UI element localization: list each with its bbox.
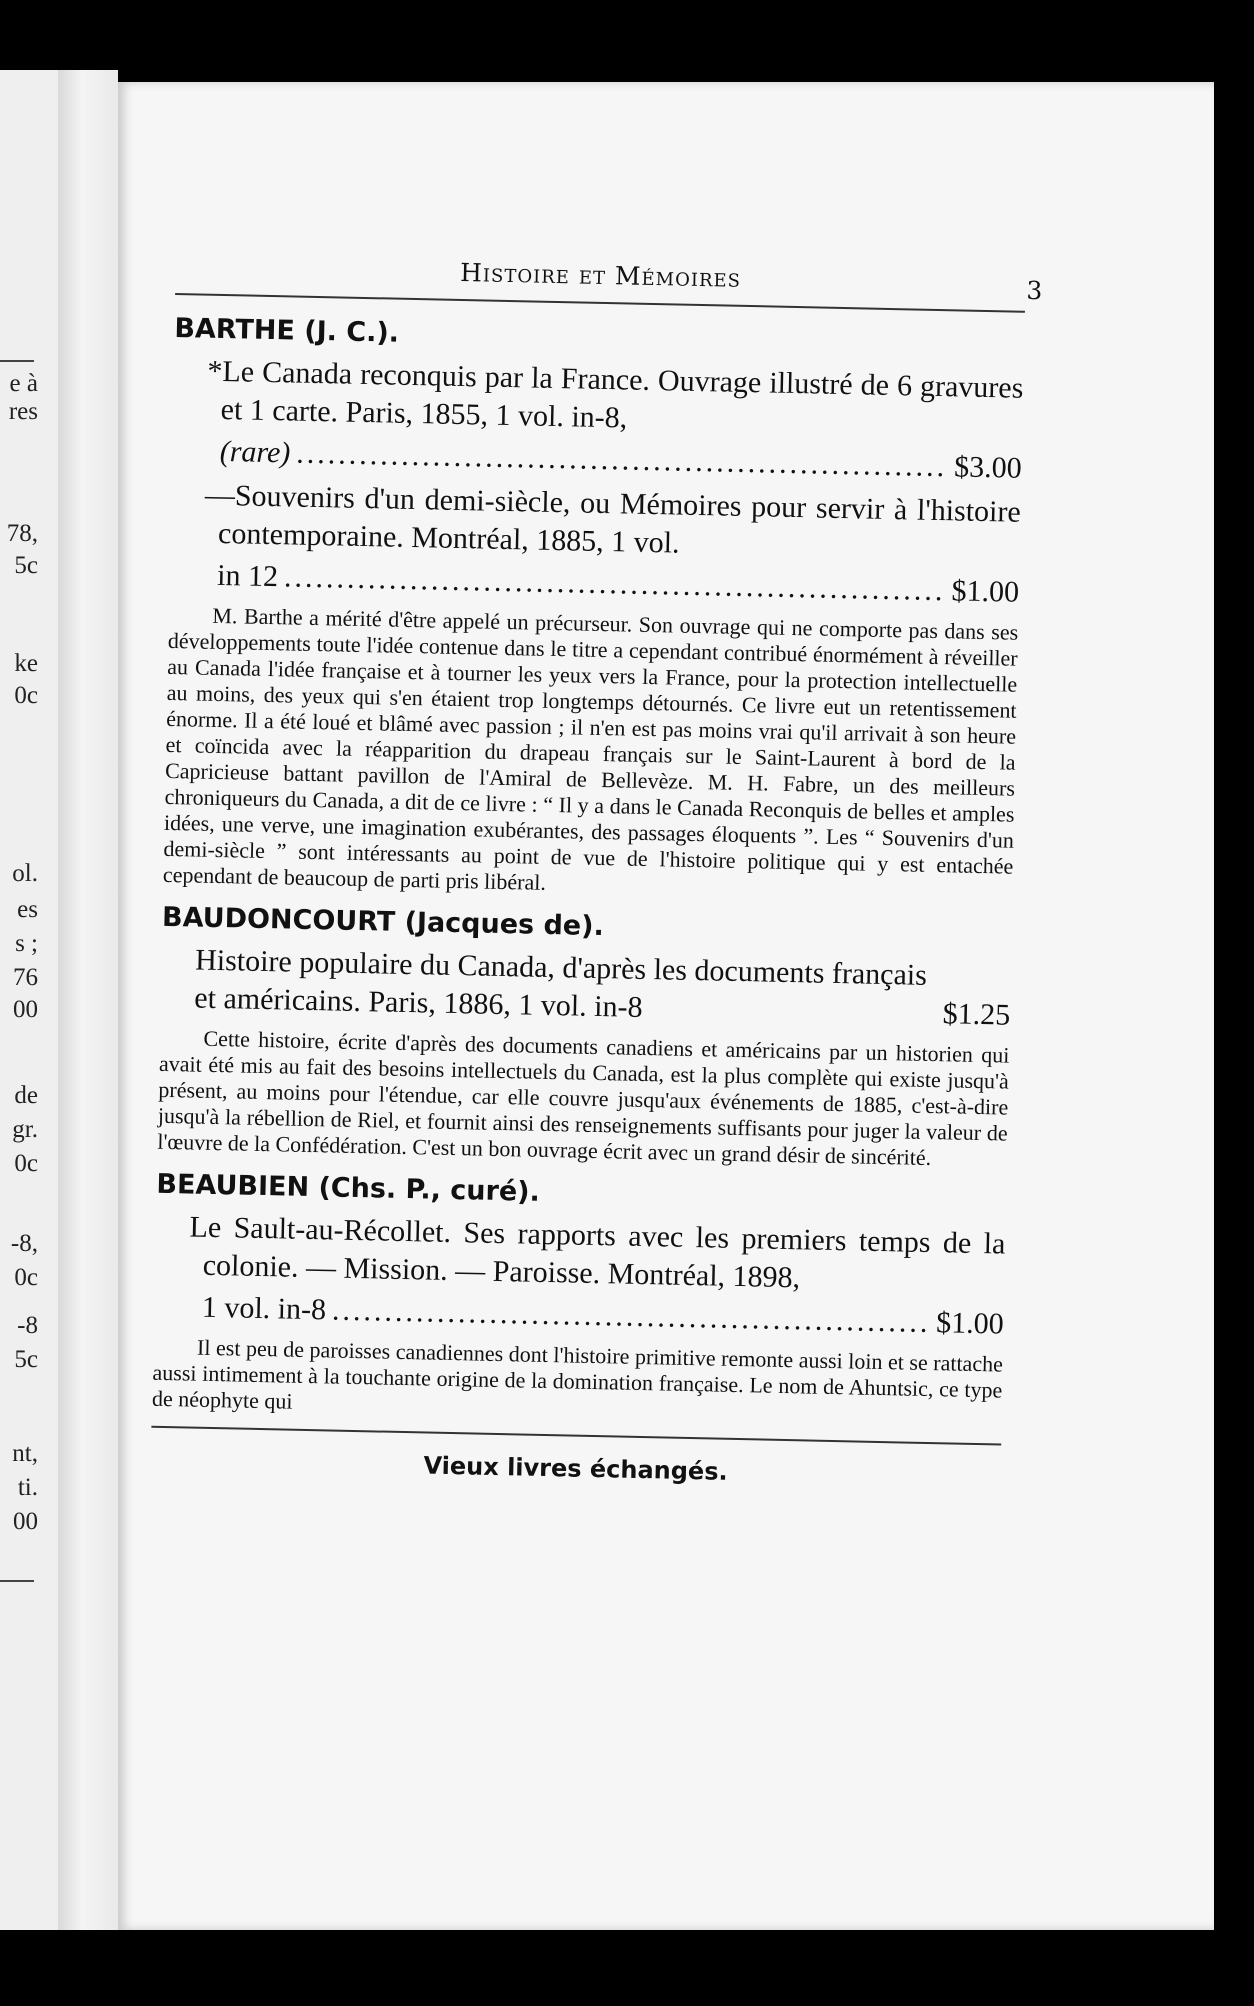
- price-lead: in 12: [216, 558, 279, 594]
- running-head: [175, 252, 1044, 306]
- left-fragment: 76: [13, 964, 38, 991]
- left-fragment: gr.: [12, 1116, 38, 1143]
- work-title: Histoire populaire du Canada, d'après les documents français et américains. Paris, 1886, 1 vol. in-8: [194, 943, 928, 1024]
- left-divider: [0, 360, 34, 362]
- page-gutter: [58, 70, 118, 1930]
- left-fragment: ol.: [12, 860, 38, 887]
- price: $1.00: [935, 1306, 1005, 1341]
- footer-rule: [151, 1426, 1001, 1446]
- left-fragment: 00: [13, 996, 38, 1023]
- price-lead: 1 vol. in-8: [201, 1290, 327, 1327]
- author-heading: BEAUBIEN (Chs. P., curé).: [156, 1168, 541, 1208]
- price: $1.25: [942, 997, 1011, 1032]
- left-fragment: 5c: [14, 1346, 38, 1373]
- leader-dots: [332, 1292, 931, 1343]
- left-fragment: 5c: [14, 552, 38, 579]
- price: $1.00: [951, 574, 1020, 609]
- price-line: [160, 941, 1011, 1035]
- author-heading: BARTHE (J. C.).: [174, 312, 400, 349]
- entry-note: Il est peu de paroisses canadiennes dont l'histoire primitive remonte aussi loin et se rattache aussi intimement à la touchante origine de la domination française. Le nom de Ahuntsic, ce type de néophyte qui: [151, 1334, 1004, 1414]
- left-page-margin: [0, 70, 58, 1930]
- price: $3.00: [953, 450, 1023, 485]
- book-page: [118, 82, 1214, 1930]
- leader-dots: [296, 435, 949, 487]
- left-fragment: es: [17, 896, 38, 923]
- page-number: 3: [1026, 275, 1044, 306]
- left-fragment: de: [14, 1082, 38, 1109]
- work-title: *Le Canada reconquis par la France. Ouvrage illustré de 6 gravures et 1 carte. Paris, 1855, 1 vol. in-8,: [207, 354, 1024, 435]
- price-lead: (rare): [219, 434, 291, 470]
- entry-note: Cette histoire, écrite d'après des documents canadiens et américains par un historien qui avait été mis au fait des besoins intellectuels du Canada, est la plus complète qui existe jusqu'à présent, au moins pour l'étendue, car elle couvre jusqu'aux événements de 1885, c'est-à-dire jusqu'à la rébellion de Riel, et fournit ainsi des renseignements suffisants pour juger la valeur de l'œuvre de la Confédération. C'est un bon ouvrage écrit avec un grand désir de sincérité.: [157, 1025, 1010, 1171]
- left-fragment: -8,: [10, 1230, 38, 1257]
- author-heading: BAUDONCOURT (Jacques de).: [161, 901, 605, 943]
- work-title: Le Sault-au-Récollet. Ses rapports avec les premiers temps de la colonie. — Mission. — Paroisse. Montréal, 1898,: [189, 1210, 1006, 1295]
- left-fragment: 0c: [14, 1150, 38, 1177]
- left-fragment: -8: [17, 1312, 38, 1339]
- footer-text: Vieux livres échangés.: [423, 1451, 728, 1486]
- left-fragment: e à: [9, 370, 38, 397]
- work-title: —Souvenirs d'un demi-siècle, ou Mémoires pour servir à l'histoire contemporaine. Montréal, 1885, 1 vol.: [204, 478, 1022, 560]
- page-content: [150, 252, 1044, 1492]
- left-fragment: 78,: [6, 520, 38, 547]
- left-fragment: 00: [13, 1508, 38, 1535]
- left-fragment: ke: [14, 650, 38, 677]
- left-fragment: ti.: [17, 1474, 38, 1501]
- entry-note: M. Barthe a mérité d'être appelé un précurseur. Son ouvrage qui ne comporte pas dans ses développements toute l'idée contenue dans le titre a cependant contribué énormément à réveiller au Canada l'idée française et à tourner les yeux vers la France, pour la protection intellectuelle au moins, des yeux qui s'en étaient trop longtemps détournés. Ce livre eut un retentissement énorme. Il a été loué et blâmé avec passion ; il n'en est pas moins vrai qu'il arrivait à son heure et coïncida avec la réapparition du drapeau français sur le Saint-Laurent à bord de la Capricieuse battant pavillon de l'Amiral de Bellevèze. M. H. Fabre, un des meilleurs chroniqueurs du Canada, a dit de ce livre : “ Il y a dans le Canada Reconquis de belles et amples idées, une verve, une imagination exubérantes, des passages éloquents ”. Les “ Souvenirs d'un demi-siècle ” sont intéressants au point de vue de l'histoire politique qui y est entachée cependant de beaucoup de parti pris libéral.: [162, 602, 1019, 895]
- left-fragment: res: [8, 398, 38, 425]
- left-fragment: nt,: [12, 1440, 38, 1467]
- left-fragment: 0c: [14, 682, 38, 709]
- running-head-text: Histoire et Mémoires: [459, 257, 742, 293]
- left-fragment: 0c: [14, 1264, 38, 1291]
- left-divider: [0, 1580, 34, 1582]
- left-fragment: s ;: [15, 930, 38, 957]
